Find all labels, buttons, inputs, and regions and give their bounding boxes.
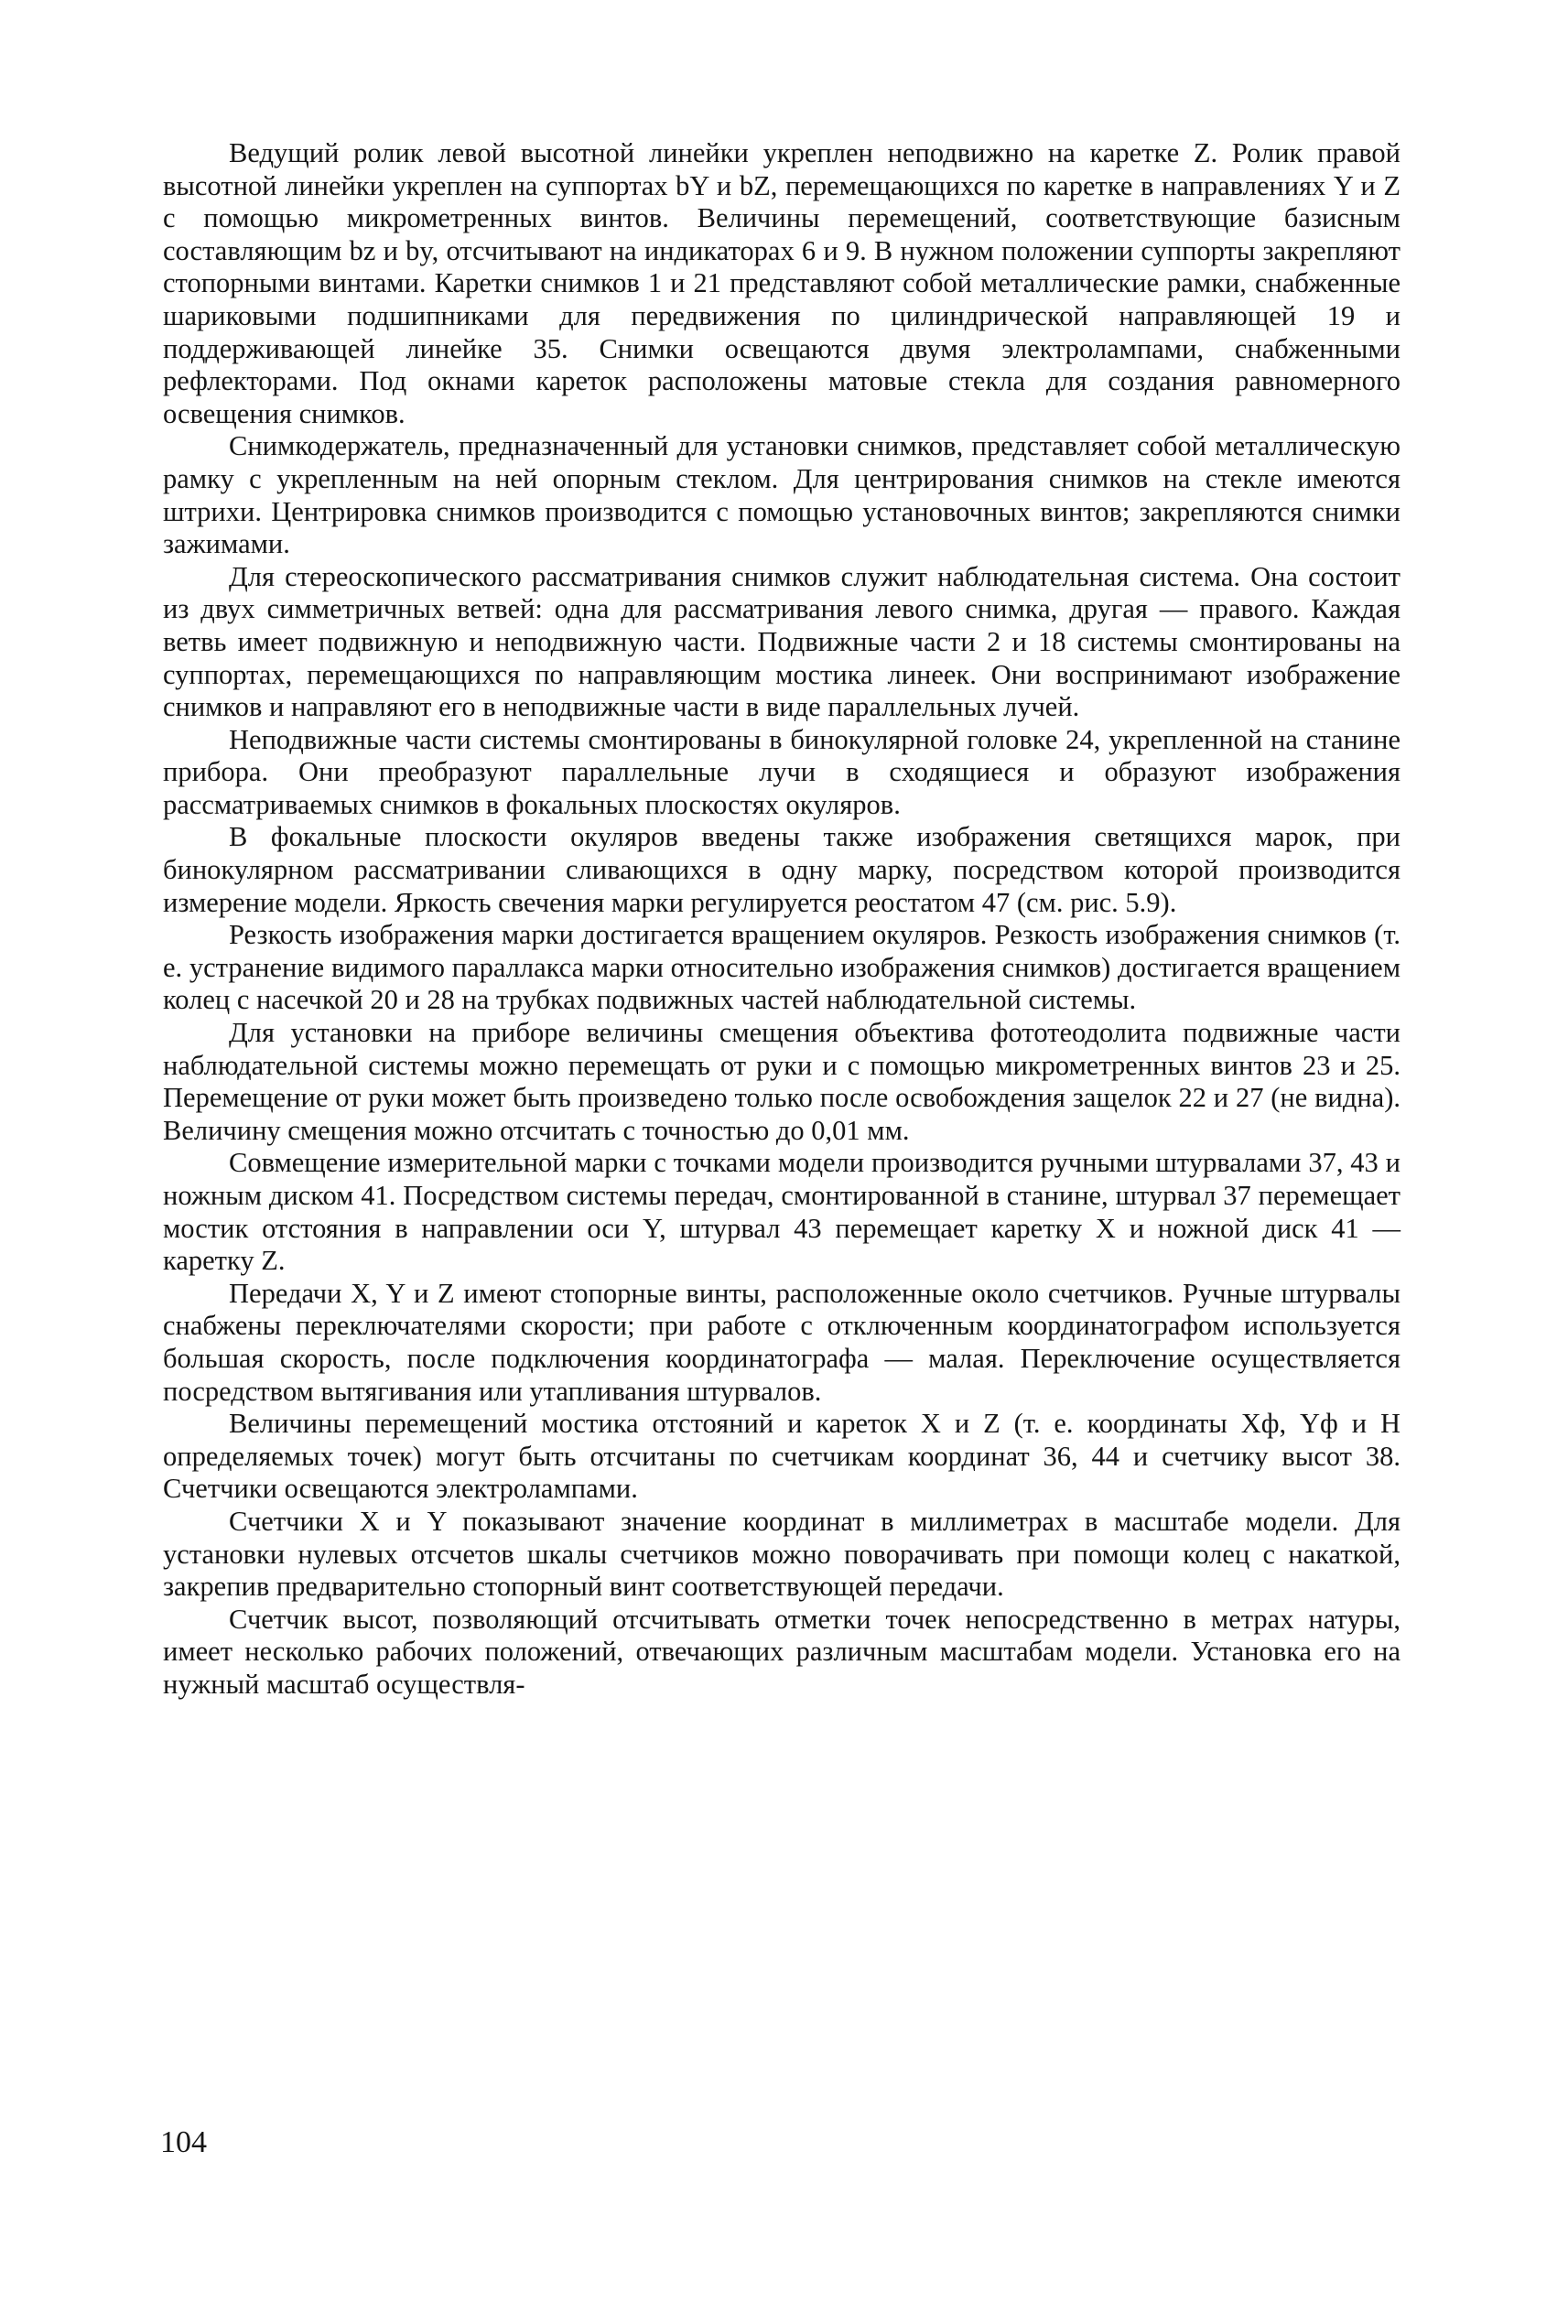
paragraph-8: Совмещение измерительной марки с точками модели производится ручными штурвалами 37, 43 и ножным диском 41. Посредством системы передач, смонтированной в станине, штурвал 37 перемещает мостик отстояния в направлении оси Y, штурвал 43 перемещает каретку X и ножной диск 41 — каретку Z. [163,1147,1400,1277]
paragraph-1: Ведущий ролик левой высотной линейки укреплен неподвижно на каретке Z. Ролик правой высотной линейки укреплен на суппортах bY и bZ, перемещающихся по каретке в направлениях Y и Z с помощью микрометренных винтов. Величины перемещений, соответствующие базисным составляющим bz и by, отсчитывают на индикаторах 6 и 9. В нужном положении суппорты закрепляют стопорными винтами. Каретки снимков 1 и 21 представляют собой металлические рамки, снабженные шариковыми подшипниками для передвижения по цилиндрической направляющей 19 и поддерживающей линейке 35. Снимки освещаются двумя электролампами, снабженными рефлекторами. Под окнами кареток расположены матовые стекла для создания равномерного освещения снимков. [163,137,1400,429]
paragraph-5: В фокальные плоскости окуляров введены также изображения светящихся марок, при бинокулярном рассматривании сливающихся в одну марку, посредством которой производится измерение модели. Яркость свечения марки регулируется реостатом 47 (см. рис. 5.9). [163,821,1400,918]
paragraph-7: Для установки на приборе величины смещения объектива фототеодолита подвижные части наблюдательной системы можно перемещать от руки и с помощью микрометренных винтов 23 и 25. Перемещение от руки может быть произведено только после освобождения защелок 22 и 27 (не видна). Величину смещения можно отсчитать с точностью до 0,01 мм. [163,1017,1400,1146]
page-number: 104 [160,2125,207,2159]
paragraph-11: Счетчики X и Y показывают значение координат в миллиметрах в масштабе модели. Для установки нулевых отсчетов шкалы счетчиков можно поворачивать при помощи колец с накаткой, закрепив предварительно стопорный винт соответствующей передачи. [163,1505,1400,1603]
paragraph-10: Величины перемещений мостика отстояний и кареток X и Z (т. е. координаты Xф, Yф и H определяемых точек) могут быть отсчитаны по счетчикам координат 36, 44 и счетчику высот 38. Счетчики освещаются электролампами. [163,1408,1400,1505]
paragraph-6: Резкость изображения марки достигается вращением окуляров. Резкость изображения снимков (т. е. устранение видимого параллакса марки относительно изображения снимков) достигается вращением колец с насечкой 20 и 28 на трубках подвижных частей наблюдательной системы. [163,919,1400,1016]
paragraph-4: Неподвижные части системы смонтированы в бинокулярной головке 24, укрепленной на станине прибора. Они преобразуют параллельные лучи в сходящиеся и образуют изображения рассматриваемых снимков в фокальных плоскостях окуляров. [163,723,1400,820]
paragraph-2: Снимкодержатель, предназначенный для установки снимков, представляет собой металлическую рамку с укрепленным на ней опорным стеклом. Для центрирования снимков на стекле имеются штрихи. Центрировка снимков производится с помощью установочных винтов; закрепляются снимки зажимами. [163,430,1400,560]
paragraph-9: Передачи X, Y и Z имеют стопорные винты, расположенные около счетчиков. Ручные штурвалы снабжены переключателями скорости; при работе с отключенным координатографом используется большая скорость, после подключения координатографа — малая. Переключение осуществляется посредством вытягивания или утапливания штурвалов. [163,1277,1400,1407]
page-body [163,137,1400,1702]
paragraph-3: Для стереоскопического рассматривания снимков служит наблюдательная система. Она состоит из двух симметричных ветвей: одна для рассматривания левого снимка, другая — правого. Каждая ветвь имеет подвижную и неподвижную части. Подвижные части 2 и 18 системы смонтированы на суппортах, перемещающихся по направляющим мостика линеек. Они воспринимают изображение снимков и направляют его в неподвижные части в виде параллельных лучей. [163,560,1400,723]
paragraph-12: Счетчик высот, позволяющий отсчитывать отметки точек непосредственно в метрах натуры, имеет несколько рабочих положений, отвечающих различным масштабам модели. Установка его на нужный масштаб осуществля- [163,1603,1400,1700]
